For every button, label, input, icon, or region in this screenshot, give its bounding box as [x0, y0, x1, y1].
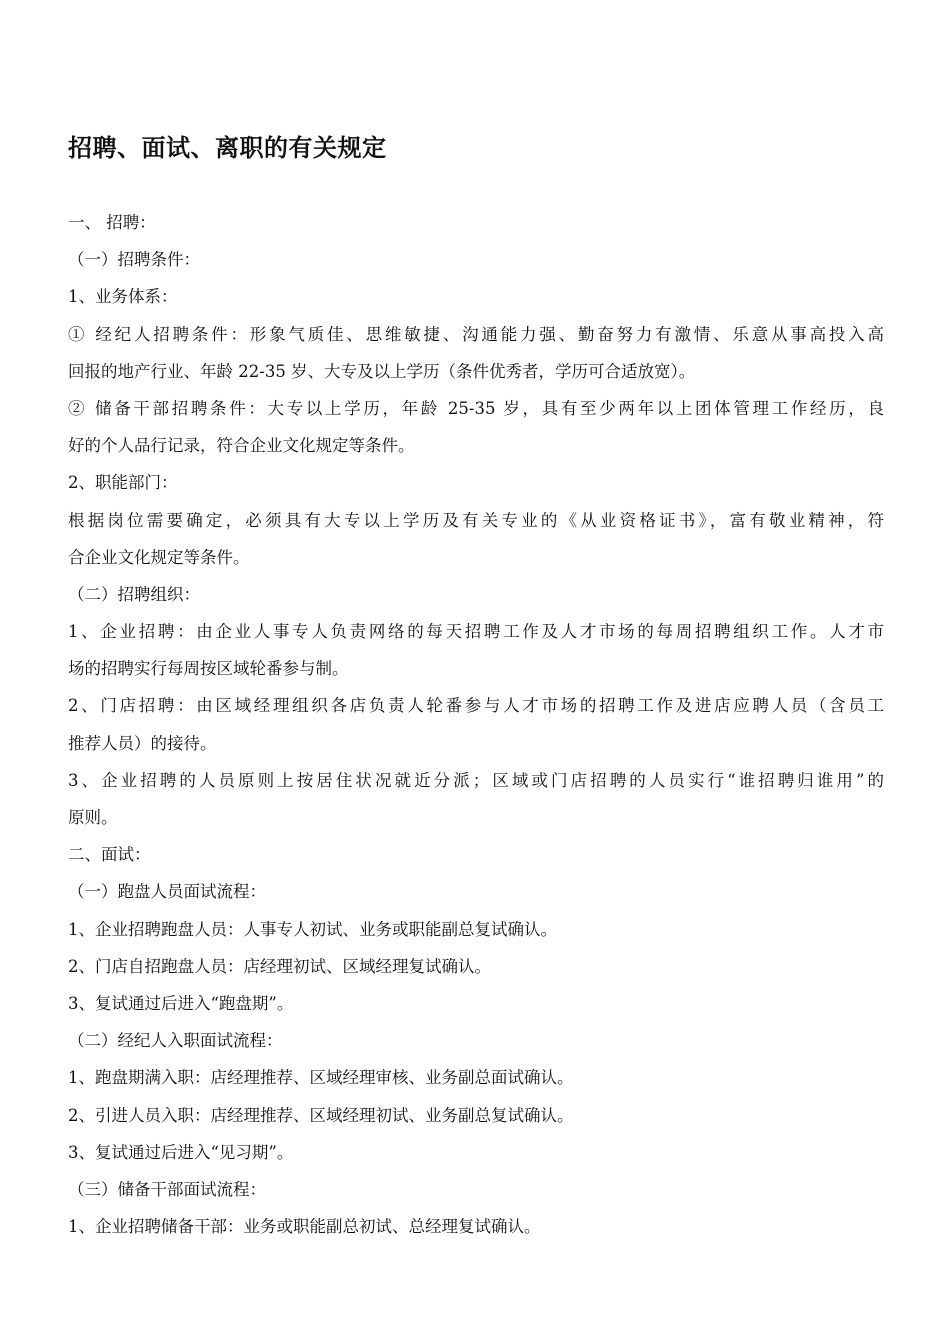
- paragraph-line: 3、企业招聘的人员原则上按居住状况就近分派；区域或门店招聘的人员实行“谁招聘归谁用”的: [68, 770, 884, 790]
- paragraph-line: 2、职能部门：: [68, 473, 178, 493]
- paragraph-line: 3、复试通过后进入“见习期”。: [68, 1142, 294, 1162]
- section-heading: 二、面试：: [68, 845, 151, 865]
- paragraph-line: 好的个人品行记录，符合企业文化规定等条件。: [68, 436, 415, 456]
- paragraph-line: 场的招聘实行每周按区域轮番参与制。: [68, 659, 349, 679]
- paragraph-line: 合企业文化规定等条件。: [68, 547, 250, 567]
- paragraph-line: 1、企业招聘跑盘人员：人事专人初试、业务或职能副总复试确认。: [68, 919, 557, 939]
- paragraph-line: 回报的地产行业、年龄 22-35 岁、大专及以上学历（条件优秀者，学历可合适放宽）。: [68, 361, 696, 381]
- subsection-heading: （二）招聘组织：: [68, 584, 200, 604]
- paragraph-line: ① 经纪人招聘条件：形象气质佳、思维敏捷、沟通能力强、勤奋努力有激情、乐意从事高投入高: [68, 324, 884, 344]
- section-heading: 一、 招聘：: [68, 213, 156, 232]
- paragraph-line: 原则。: [68, 808, 118, 827]
- paragraph-line: 2、门店自招跑盘人员：店经理初试、区域经理复试确认。: [68, 956, 491, 976]
- subsection-heading: （一）招聘条件：: [68, 250, 200, 270]
- paragraph-line: 1、跑盘期满入职：店经理推荐、区域经理审核、业务副总面试确认。: [68, 1068, 574, 1088]
- document-title: 招聘、面试、离职的有关规定: [68, 134, 387, 162]
- paragraph-line: 1、企业招聘：由企业人事专人负责网络的每天招聘工作及人才市场的每周招聘组织工作。人才市: [68, 622, 884, 642]
- paragraph-line: ② 储备干部招聘条件：大专以上学历，年龄 25-35 岁，具有至少两年以上团体管理工作经历，良: [68, 398, 884, 418]
- paragraph-line: 1、企业招聘储备干部：业务或职能副总初试、总经理复试确认。: [68, 1217, 541, 1237]
- subsection-heading: （三）储备干部面试流程：: [68, 1179, 266, 1199]
- paragraph-line: 2、引进人员入职：店经理推荐、区域经理初试、业务副总复试确认。: [68, 1105, 574, 1125]
- paragraph-line: 根据岗位需要确定，必须具有大专以上学历及有关专业的《从业资格证书》，富有敬业精神，符: [68, 510, 884, 530]
- subsection-heading: （二）经纪人入职面试流程：: [68, 1031, 283, 1051]
- paragraph-line: 推荐人员）的接待。: [68, 733, 217, 753]
- document-body: [68, 204, 884, 1245]
- paragraph-line: 1、业务体系：: [68, 287, 178, 307]
- subsection-heading: （一）跑盘人员面试流程：: [68, 882, 266, 902]
- paragraph-line: 2、门店招聘：由区域经理组织各店负责人轮番参与人才市场的招聘工作及进店应聘人员（含员工: [68, 696, 884, 716]
- paragraph-line: 3、复试通过后进入“跑盘期”。: [68, 993, 294, 1013]
